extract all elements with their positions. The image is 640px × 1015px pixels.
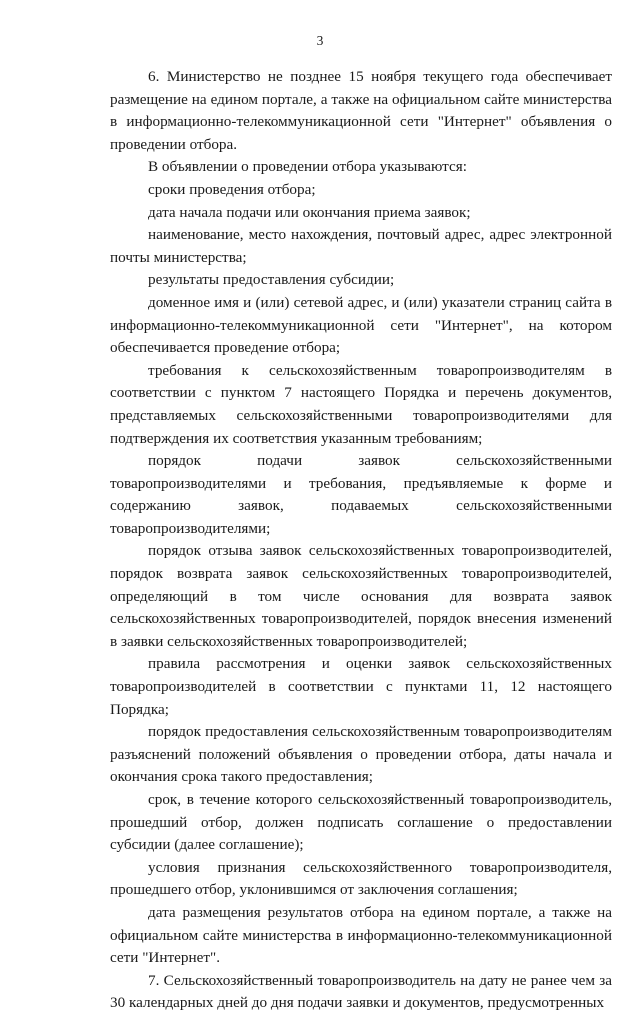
- paragraph-selection-terms: сроки проведения отбора;: [148, 180, 316, 198]
- paragraph-announcement-intro: В объявлении о проведении отбора указываются:: [148, 158, 467, 176]
- paragraph-withdrawal-procedure: порядок отзыва заявок сельскохозяйственных товаропроизводителей, порядок возврата заявок сельскохозяйственных товаропроизводителей, определяющий в том числе основания для возврата заявок сельскохозяйственных товаропроизводителей, порядок внесения изменений в заявки сельскохозяйственных товаропроизводителей;: [110, 542, 612, 650]
- paragraph-subsidy-results: результаты предоставления субсидии;: [148, 271, 395, 289]
- paragraph-ministry-contacts: наименование, место нахождения, почтовый адрес, адрес электронной почты министерства;: [110, 226, 612, 266]
- document-body: [110, 66, 612, 1015]
- paragraph-application-procedure: порядок подачи заявок сельскохозяйственными товаропроизводителями и требования, предъявляемые к форме и содержанию заявок, подаваемых сельскохозяйственными товаропроизводителями;: [110, 452, 612, 537]
- paragraph-results-publication: дата размещения результатов отбора на едином портале, а также на официальном сайте министерства в информационно-телекоммуникационной сети "Интернет".: [110, 903, 612, 967]
- paragraph-item-6: 6. Министерство не позднее 15 ноября текущего года обеспечивает размещение на едином портале, а также на официальном сайте министерства в информационно-телекоммуникационной сети "Интернет" объявления о проведении отбора.: [110, 68, 612, 153]
- paragraph-evasion-conditions: условия признания сельскохозяйственного товаропроизводителя, прошедшего отбор, уклонившимся от заключения соглашения;: [110, 858, 612, 899]
- paragraph-item-7: 7. Сельскохозяйственный товаропроизводитель на дату не ранее чем за 30 календарных дней до дня подачи заявки и документов, предусмотренных: [110, 971, 612, 1012]
- paragraph-agreement-deadline: срок, в течение которого сельскохозяйственный товаропроизводитель, прошедший отбор, должен подписать соглашение о предоставлении субсидии (далее соглашение);: [110, 791, 612, 854]
- paragraph-application-dates: дата начала подачи или окончания приема заявок;: [148, 203, 471, 221]
- paragraph-clarification-procedure: порядок предоставления сельскохозяйственным товаропроизводителям разъяснений положений объявления о проведении отбора, даты начала и окончания срока такого предоставления;: [110, 723, 612, 786]
- page-number: 3: [316, 33, 324, 48]
- paragraph-producer-requirements: требования к сельскохозяйственным товаропроизводителям в соответствии с пунктом 7 настоящего Порядка и перечень документов, представляемых сельскохозяйственными товаропроизводителями для подтверждения их соответствия указанным требованиям;: [110, 361, 612, 447]
- paragraph-evaluation-rules: правила рассмотрения и оценки заявок сельскохозяйственных товаропроизводителей в соответствии с пунктами 11, 12 настоящего Порядка;: [110, 655, 612, 718]
- paragraph-domain-name: доменное имя и (или) сетевой адрес, и (или) указатели страниц сайта в информационно-телекоммуникационной сети "Интернет", на котором обеспечивается проведение отбора;: [110, 293, 612, 357]
